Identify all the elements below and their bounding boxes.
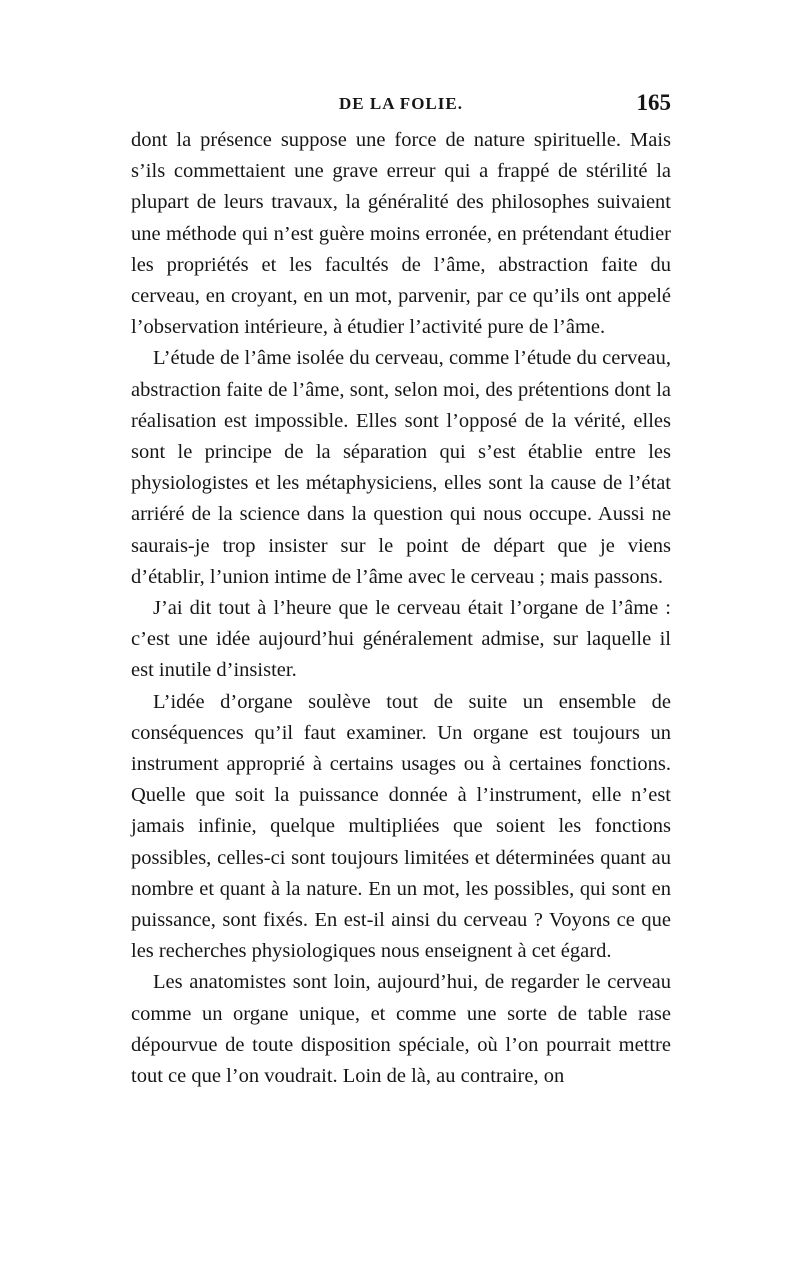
running-title: DE LA FOLIE.	[339, 94, 463, 113]
paragraph: L’idée d’organe soulève tout de suite un ensemble de conséquences qu’il faut examiner. Un organe est toujours un instrument approprié à certains usages ou à certaines fonctions. Quelle que soit la puissance donnée à l’instrument, elle n’est jamais infinie, quelque multipliées que soient les fonctions possibles, celles-ci sont toujours limitées et déterminées quant au nombre et quant à la nature. En un mot, les possibles, qui sont en puissance, sont fixés. En est-il ainsi du cerveau ? Voyons ce que les recherches physiologiques nous enseignent à cet égard.	[131, 690, 671, 963]
page-number: 165	[636, 90, 671, 115]
paragraph: J’ai dit tout à l’heure que le cerveau était l’organe de l’âme : c’est une idée aujourd’hui généralement admise, sur laquelle il est inutile d’insister.	[131, 597, 671, 682]
paragraph: L’étude de l’âme isolée du cerveau, comme l’étude du cerveau, abstraction faite de l’âme, sont, selon moi, des prétentions dont la réalisation est impossible. Elles sont l’opposé de la vérité, elles sont le principe de la séparation qui s’est établie entre les physiologistes et les métaphysiciens, elles sont la cause de l’état arriéré de la science dans la question qui nous occupe. Aussi ne saurais-je trop insister sur le point de départ que je viens d’établir, l’union intime de l’âme avec le cerveau ; mais passons.	[131, 347, 671, 588]
paragraph: Les anatomistes sont loin, aujourd’hui, de regarder le cerveau comme un organe unique, et comme une sorte de table rase dépourvue de toute disposition spéciale, où l’on pourrait mettre tout ce que l’on voudrait. Loin de là, au contraire, on	[131, 971, 671, 1088]
paragraph-continuation: dont la présence suppose une force de nature spirituelle. Mais s’ils commettaient une grave erreur qui a frappé de stérilité la plupart de leurs travaux, la généralité des philosophes suivaient une méthode qui n’est guère moins erronée, en prétendant étudier les propriétés et les facultés de l’âme, abstraction faite du cerveau, en croyant, en un mot, parvenir, par ce qu’ils ont appelé l’observation intérieure, à étudier l’activité pure de l’âme.	[131, 129, 671, 339]
body-text	[131, 125, 671, 1092]
page-header	[131, 90, 671, 120]
